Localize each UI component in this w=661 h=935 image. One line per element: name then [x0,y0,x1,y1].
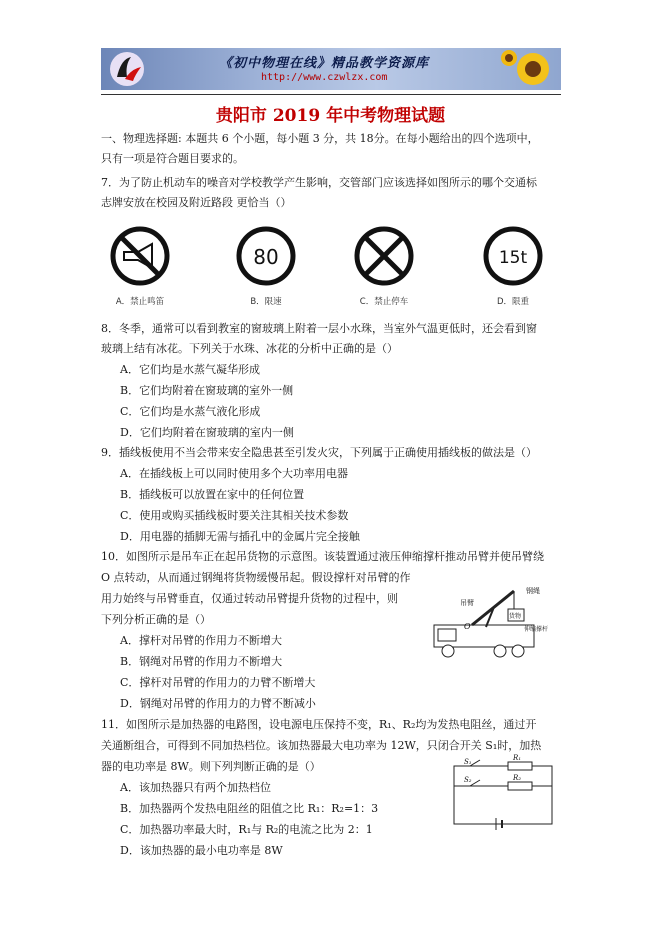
logo-icon [107,49,147,89]
q8-option-b: B．它们均附着在窗玻璃的室外一侧 [120,384,294,397]
weight-limit-icon [483,226,543,286]
q9-option-a: A．在插线板上可以同时使用多个大功率用电器 [120,467,348,480]
crane-figure [430,585,550,665]
header-banner [101,48,561,90]
q11-stem-line1: 11．如图所示是加热器的电路图，设电源电压保持不变，R₁、R₂均为发热电阻丝，通过开 [101,718,537,731]
q8-option-a: A．它们均是水蒸气凝华形成 [120,363,260,376]
crane-arm-label: 吊臂 [460,599,474,607]
sign-a-label: A．禁止鸣笛 [115,297,165,307]
q10-option-a: A．撑杆对吊臂的作用力不断增大 [120,634,282,647]
q10-option-d: D．钢绳对吊臂的作用力的力臂不断减小 [120,697,316,710]
q8-stem-line1: 8．冬季，通常可以看到教室的窗玻璃上附着一层小水珠，当室外气温更低时，还会看到窗 [101,322,537,335]
q9-stem: 9．插线板使用不当会带来安全隐患甚至引发火灾，下列属于正确使用插线板的做法是（） [101,446,537,459]
q10-stem-line3: 用力始终与吊臂垂直，仅通过转动吊臂提升货物的过程中，则 [101,592,398,605]
q11-stem-line3: 器的电功率是 8W。则下列判断正确的是（） [101,760,321,773]
q9-option-b: B．插线板可以放置在家中的任何位置 [120,488,305,501]
crane-strut-label: 伸缩撑杆 [524,626,549,633]
q8-option-c: C．它们均是水蒸气液化形成 [120,405,261,418]
banner-url[interactable]: http://www.czwlzx.com [261,72,388,83]
q8-stem-line2: 玻璃上结有冰花。下列关于水珠、冰花的分析中正确的是（） [101,342,398,355]
sign-d-label: D．限重 [496,297,530,307]
weight-limit-text: 15t [498,248,528,268]
q7-stem-line1: 7．为了防止机动车的噪音对学校教学产生影响，交管部门应该选择如图所示的哪个交通标 [101,176,537,189]
page-title: 贵阳市 2019 年中考物理试题 [215,106,446,126]
header-rule [101,94,561,95]
speed-limit-icon [236,226,296,286]
q10-stem-line1: 10．如图所示是吊车正在起吊货物的示意图。该装置通过液压伸缩撑杆推动吊臂并使吊臂绕 [101,550,544,563]
sunflower-icon [503,48,561,90]
q10-option-c: C．撑杆对吊臂的作用力的力臂不断增大 [120,676,316,689]
switch-s2-label: S₂ [464,776,472,784]
q11-option-a: A．该加热器只有两个加热档位 [120,781,271,794]
sign-b-label: B．限速 [250,297,282,307]
q10-stem-line2: O 点转动，从而通过钢绳将货物缓慢吊起。假设撑杆对吊臂的作 [101,571,411,584]
q10-stem-line4: 下列分析正确的是（） [101,613,211,626]
crane-rope-label: 钢绳 [526,587,540,595]
banner-title: 《初中物理在线》精品教学资源库 [219,56,430,71]
crane-cargo-label: 货物 [509,613,522,620]
q7-stem-line2: 志牌安放在校园及附近路段 更恰当（） [101,196,292,209]
resistor-r2-label: R₂ [513,774,522,782]
no-parking-icon [354,226,414,286]
q11-option-d: D．该加热器的最小电功率是 8W [120,844,283,857]
q8-option-d: D．它们均附着在窗玻璃的室内一侧 [120,426,294,439]
q11-stem-line2: 关通断组合，可得到不同加热档位。该加热器最大电功率为 12W，只闭合开关 S₁时，加热 [101,739,542,752]
speed-limit-text: 80 [253,245,279,269]
section-intro-line2: 只有一项是符合题目要求的。 [101,152,244,165]
resistor-r1-label: R₁ [513,754,522,762]
q11-option-b: B．加热器两个发热电阻丝的阻值之比 R₁：R₂=1：3 [120,802,379,815]
section-intro-line1: 一、物理选择题: 本题共 6 个小题，每小题 3 分，共 18分。在每小题给出的四个选项中， [101,132,539,145]
sign-c-label: C．禁止停车 [359,297,409,307]
q11-option-c: C．加热器功率最大时，R₁与 R₂的电流之比为 2：1 [120,823,373,836]
circuit-figure [450,754,560,830]
crane-pivot-label: O [464,622,471,631]
switch-s1-label: S₁ [464,758,472,766]
q10-option-b: B．钢绳对吊臂的作用力不断增大 [120,655,283,668]
no-horn-icon [110,226,170,286]
q9-option-c: C．使用或购买插线板时要关注其相关技术参数 [120,509,349,522]
q9-option-d: D．用电器的插脚无需与插孔中的金属片完全接触 [120,530,360,543]
